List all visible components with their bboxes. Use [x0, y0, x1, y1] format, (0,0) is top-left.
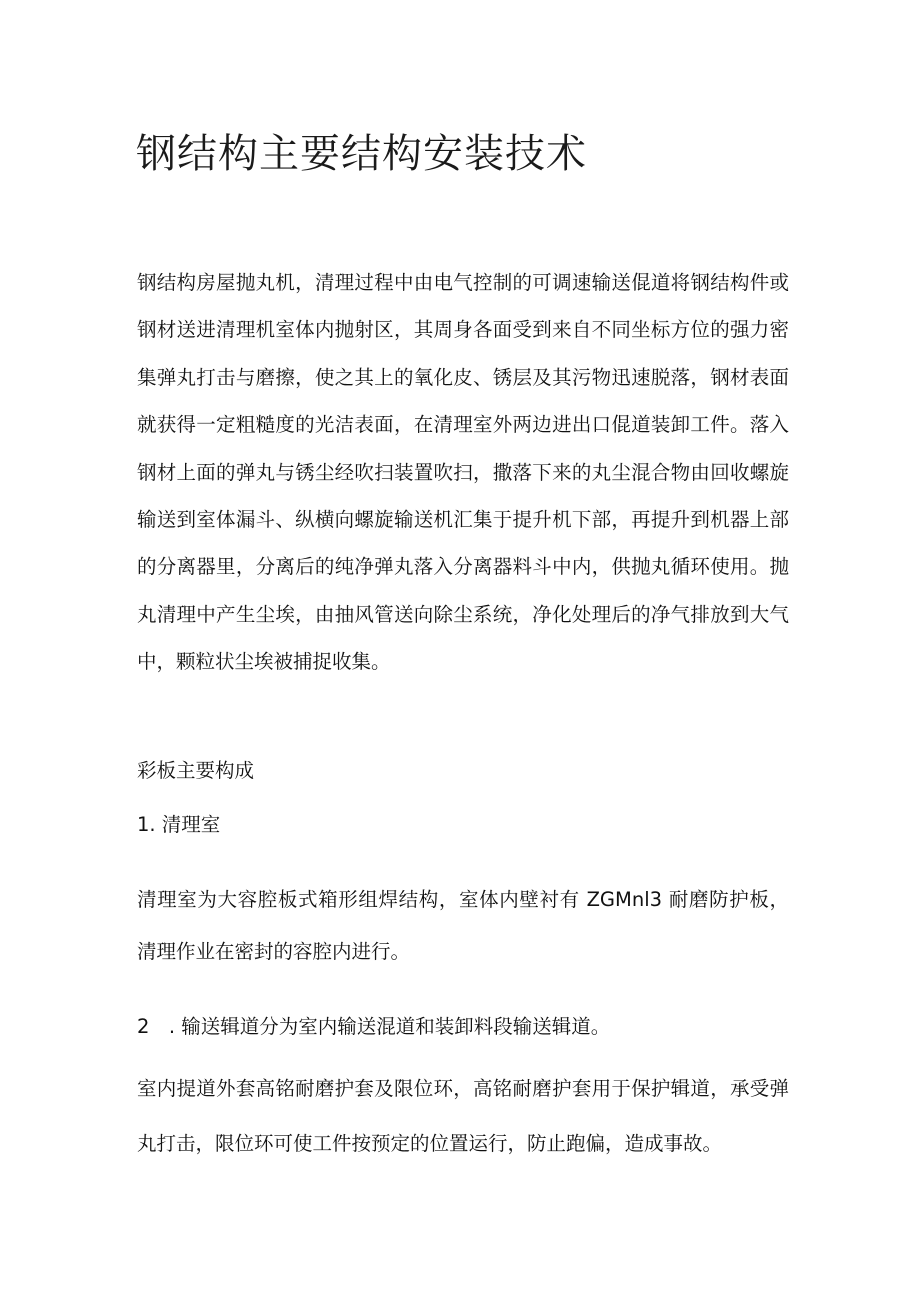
item-2-paragraph: 室内提道外套高铭耐磨护套及限位环，高铭耐磨护套用于保护辑道，承受弹丸打击，限位环可使工件按预定的位置运行，防止跑偏，造成事故。 [137, 1077, 789, 1155]
item-2-heading: 2 . 输送辑道分为室内输送混道和装卸料段输送辑道。 [137, 1015, 611, 1038]
item-1-heading: 1. 清理室 [137, 813, 221, 836]
intro-paragraph: 钢结构房屋抛丸机，清理过程中由电气控制的可调速输送倱道将钢结构件或钢材送进清理机室体内抛射区，其周身各面受到来自不同坐标方位的强力密集弹丸打击与磨擦，使之其上的氧化皮、锈层及其污物迅速脱落，钢材表面就获得一定粗糙度的光洁表面，在清理室外两边进出口倱道装卸工件。落入钢材上面的弹丸与锈尘经吹扫装置吹扫，撒落下来的丸尘混合物由回收螺旋输送到室体漏斗、纵横向螺旋输送机汇集于提升机下部，再提升到机器上部的分离器里，分离后的纯净弹丸落入分离器料斗中内，供抛丸循环使用。抛丸清理中产生尘埃，由抽风管送向除尘系统，净化处理后的净气排放到大气中，颗粒状尘埃被捕捉收集。 [137, 271, 789, 674]
document-title: 钢结构主要结构安装技术 [136, 131, 587, 177]
section-heading: 彩板主要构成 [137, 759, 255, 782]
item-1-paragraph: 清理室为大容腔板式箱形组焊结构，室体内壁衬有 ZGMnl3 耐磨防护板，清理作业在密封的容腔内进行。 [137, 888, 789, 963]
